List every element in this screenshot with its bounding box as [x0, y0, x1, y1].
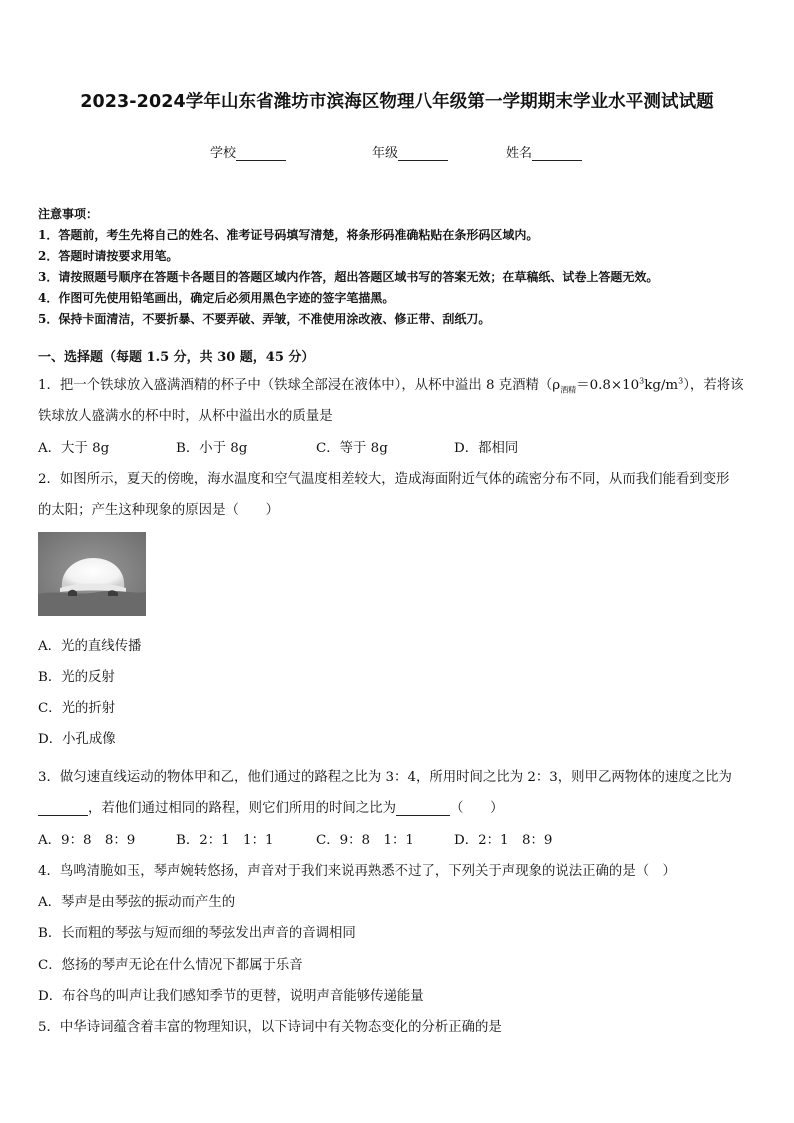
- q1-text-b: ＝0.8×10: [576, 378, 640, 393]
- school-label: 学校: [210, 146, 237, 161]
- school-field: [210, 142, 286, 161]
- q1-text-a: 1．把一个铁球放入盛满酒精的杯子中（铁球全部浸在液体中），从杯中溢出 8 克酒精（ρ: [38, 378, 561, 393]
- q4-option-b: B．长而粗的琴弦与短而细的琴弦发出声音的音调相同: [38, 926, 356, 941]
- q1-rho-subscript: 酒精: [560, 385, 577, 395]
- q3-option-b: B．2：1 1：1: [176, 833, 274, 848]
- q3-option-d: D．2：1 8：9: [454, 833, 553, 848]
- q1-exponent: 3: [639, 376, 645, 386]
- q1-option-d: D．都相同: [454, 441, 519, 456]
- q1-exponent-2: 3: [678, 376, 684, 386]
- page-title: 2023-2024学年山东省潍坊市滨海区物理八年级第一学期期末学业水平测试试题: [80, 92, 714, 112]
- q3-blank-2: [396, 802, 450, 816]
- q3-text-a: ，若他们通过相同的路程，则它们所用的时间之比为: [88, 801, 396, 816]
- q3-blank-1: [38, 802, 88, 816]
- q3-text-b: （ ）: [449, 801, 504, 816]
- q1-options: [38, 437, 518, 456]
- grade-field: [372, 142, 448, 161]
- name-blank: [532, 146, 582, 161]
- name-label: 姓名: [506, 146, 533, 161]
- note-item: 1．答题前，考生先将自己的姓名、准考证号码填写清楚，将条形码准确粘贴在条形码区域内。: [38, 228, 539, 242]
- q3-option-c: C．9：8 1：1: [316, 833, 414, 848]
- q1-option-a: A．大于 8g: [38, 441, 110, 456]
- q4-option-a: A．琴声是由琴弦的振动而产生的: [38, 895, 236, 910]
- grade-label: 年级: [372, 146, 399, 161]
- q3-line1: 3．做匀速直线运动的物体甲和乙，他们通过的路程之比为 3：4，所用时间之比为 2：3，则甲乙两物体的速度之比为: [38, 770, 732, 785]
- notes-heading: 注意事项：: [38, 207, 99, 221]
- note-item: 4．作图可先使用铅笔画出，确定后必须用黑色字迹的签字笔描黑。: [38, 291, 395, 305]
- q1-text-c: kg/m: [644, 378, 679, 393]
- q1-line1: [38, 374, 744, 396]
- q2-option-b: B．光的反射: [38, 670, 115, 685]
- name-field: [506, 142, 582, 161]
- q2-option-d: D．小孔成像: [38, 732, 116, 747]
- deformed-sun-photo: [38, 532, 146, 616]
- q2-line2: 的太阳；产生这种现象的原因是（ ）: [38, 503, 280, 518]
- q1-text-d: ），若将该: [683, 378, 744, 393]
- q2-option-c: C．光的折射: [38, 701, 116, 716]
- note-item: 3．请按照题号顺序在答题卡各题目的答题区域内作答，超出答题区域书写的答案无效；在草稿纸、试卷上答题无效。: [38, 270, 659, 284]
- q2-line1: 2．如图所示，夏天的傍晚，海水温度和空气温度相差较大，造成海面附近气体的疏密分布不同，从而我们能看到变形: [38, 472, 730, 487]
- grade-blank: [398, 146, 448, 161]
- note-item: 2．答题时请按要求用笔。: [38, 249, 179, 263]
- notes-block: [38, 204, 658, 330]
- q1-option-c: C．等于 8g: [316, 441, 388, 456]
- school-blank: [236, 146, 286, 161]
- q3-option-a: A．9：8 8：9: [38, 833, 136, 848]
- section-heading: 一、选择题（每题 1.5 分，共 30 题，45 分）: [38, 350, 315, 365]
- q4-line1: 4．鸟鸣清脆如玉，琴声婉转悠扬，声音对于我们来说再熟悉不过了，下列关于声现象的说法正确的是（ ）: [38, 864, 676, 879]
- q4-option-c: C．悠扬的琴声无论在什么情况下都属于乐音: [38, 958, 303, 973]
- q1-line2: 铁球放人盛满水的杯中时，从杯中溢出水的质量是: [38, 409, 333, 424]
- q2-option-a: A．光的直线传播: [38, 639, 142, 654]
- q3-options: [38, 829, 552, 848]
- q3-line2: [38, 797, 504, 816]
- note-item: 5．保持卡面清洁，不要折暴、不要弄破、弄皱，不准使用涂改液、修正带、刮纸刀。: [38, 312, 491, 326]
- q5-line1: 5．中华诗词蕴含着丰富的物理知识，以下诗词中有关物态变化的分析正确的是: [38, 1020, 502, 1035]
- q4-option-d: D．布谷鸟的叫声让我们感知季节的更替，说明声音能够传递能量: [38, 989, 424, 1004]
- q1-option-b: B．小于 8g: [176, 441, 248, 456]
